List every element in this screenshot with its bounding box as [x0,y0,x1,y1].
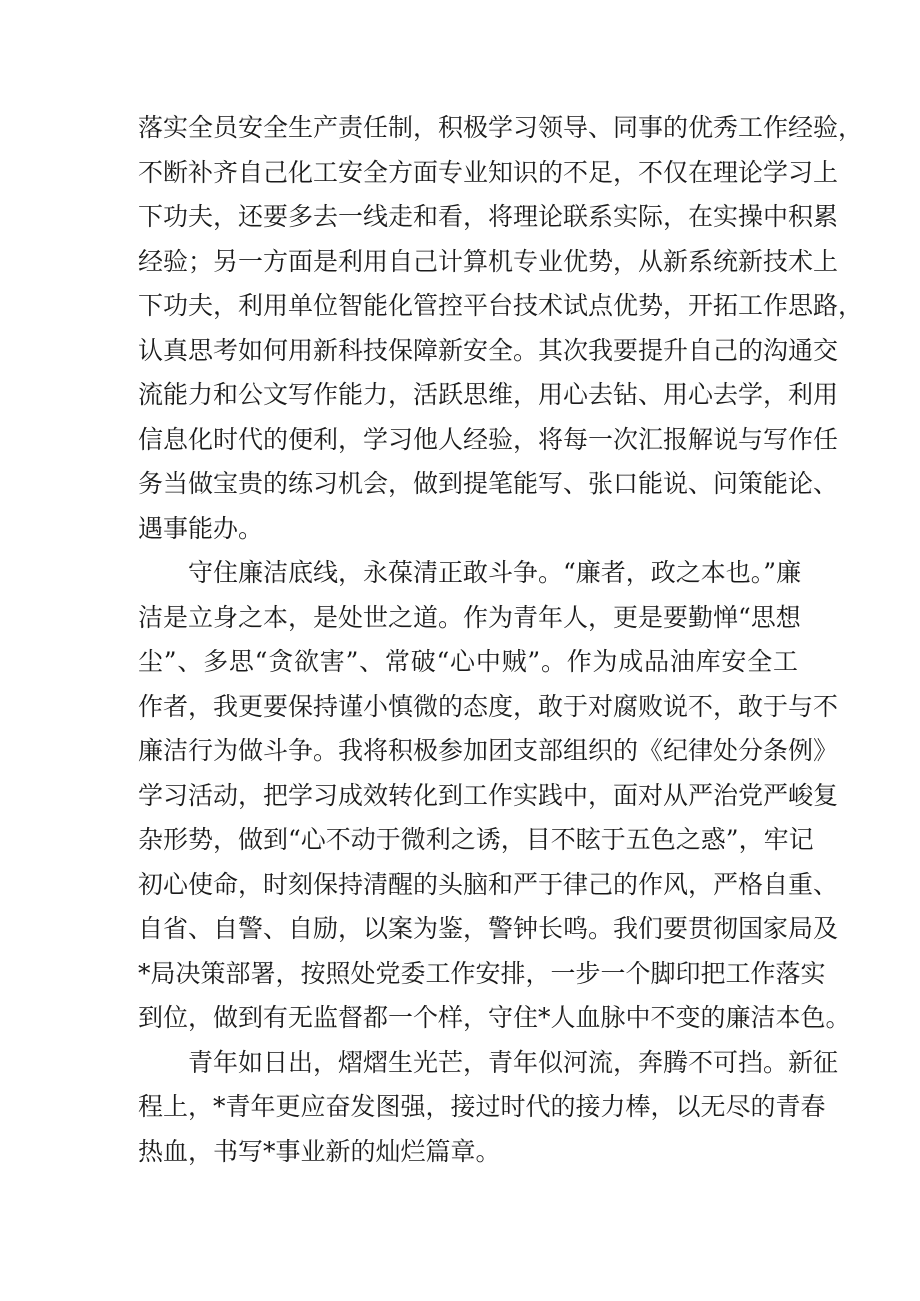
paragraph-2-line-8: 初心使命，时刻保持清醒的头脑和严于律己的作风，严格自重、 [138,869,839,899]
paragraph-2-line-4: 作者，我更要保持谨小慎微的态度，敢于对腐败说不，敢于与不 [138,691,839,721]
paragraph-1-line-8: 信息化时代的便利，学习他人经验，将每一次汇报解说与写作任 [138,424,839,454]
paragraph-1-line-2: 不断补齐自己化工安全方面专业知识的不足，不仅在理论学习上 [138,157,839,187]
paragraph-1-line-3: 下功夫，还要多去一线走和看，将理论联系实际，在实操中积累 [138,202,839,231]
paragraph-1-line-1: 落实全员安全生产责任制，积极学习领导、同事的优秀工作经验， [138,113,864,142]
paragraph-2-line-9: 自省、自警、自励，以案为鉴，警钟长鸣。我们要贯彻国家局及 [138,914,839,943]
paragraph-3-line-1: 青年如日出，熠熠生光芒，青年似河流，奔腾不可挡。新征 [188,1047,839,1077]
paragraph-1-line-4: 经验；另一方面是利用自己计算机专业优势，从新系统新技术上 [138,246,839,276]
paragraph-2-line-11: 到位，做到有无监督都一个样，守住*人血脉中不变的廉洁本色。 [138,1003,851,1032]
paragraph-2-line-2: 洁是立身之本，是处世之道。作为青年人，更是要勤惮“思想 [138,602,801,632]
paragraph-3-line-3: 热血，书写*事业新的灿烂篇章。 [138,1136,501,1166]
paragraph-3-line-2: 程上，*青年更应奋发图强，接过时代的接力棒，以无尽的青春 [138,1092,826,1121]
paragraph-1-line-10: 遇事能办。 [138,513,264,543]
paragraph-2-line-6: 学习活动，把学习成效转化到工作实践中，面对从严治党严峻复 [138,780,839,810]
paragraph-2-line-10: *局决策部署，按照处党委工作安排，一步一个脚印把工作落实 [138,958,826,988]
paragraph-2-line-3: 尘”、多思“贪欲害”、常破“心中贼”。作为成品油库安全工 [138,647,798,676]
paragraph-2-line-7: 杂形势，做到“心不动于微利之诱，目不眩于五色之惑”，牢记 [138,825,814,854]
paragraph-2-line-1: 守住廉洁底线，永葆清正敢斗争。“廉者，政之本也。”廉 [188,558,802,587]
paragraph-2-line-5: 廉洁行为做斗争。我将积极参加团支部组织的《纪律处分条例》 [138,736,839,765]
paragraph-1-line-5: 下功夫，利用单位智能化管控平台技术试点优势，开拓工作思路， [138,291,864,320]
document-body [138,106,864,1174]
paragraph-1-line-9: 务当做宝贵的练习机会，做到提笔能写、张口能说、问策能论、 [138,469,839,498]
paragraph-1-line-7: 流能力和公文写作能力，活跃思维，用心去钻、用心去学，利用 [138,380,839,409]
paragraph-1-line-6: 认真思考如何用新科技保障新安全。其次我要提升自己的沟通交 [138,335,839,365]
